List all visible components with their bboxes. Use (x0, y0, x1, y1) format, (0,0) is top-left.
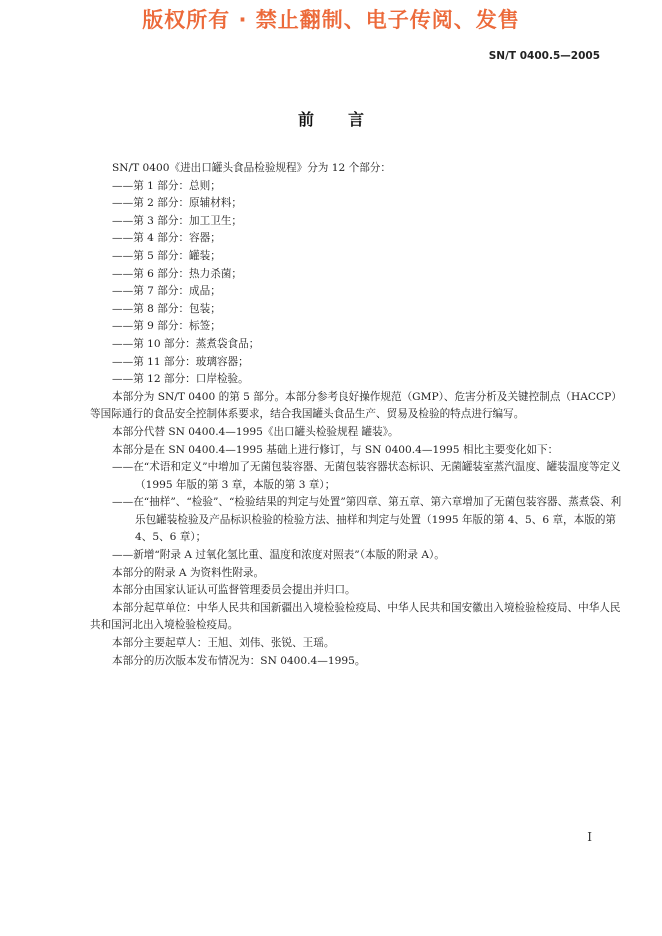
part-item-7: ——第 7 部分：成品； (112, 285, 221, 298)
page-title: 前言 (297, 110, 398, 129)
part-item-12: ——第 12 部分：口岸检验。 (112, 373, 249, 386)
foreword-body (90, 160, 630, 670)
standard-code: SN/T 0400.5—2005 (488, 50, 600, 62)
part-item-2: ——第 2 部分：原辅材料； (112, 197, 243, 210)
copyright-watermark: 版权所有 · 禁止翻制、电子传阅、发售 (142, 8, 520, 32)
part-item-10: ——第 10 部分：蒸煮袋食品； (112, 337, 260, 350)
replace-paragraph: 本部分代替 SN 0400.4—1995《出口罐头检验规程 罐装》。 (112, 425, 399, 438)
part-item-5: ——第 5 部分：罐装； (112, 249, 221, 262)
part-item-9: ——第 9 部分：标签； (112, 320, 221, 333)
part-item-8: ——第 8 部分：包装； (112, 302, 221, 315)
change-item-1: ——在“术语和定义”中增加了无菌包装容器、无菌包装容器状态标识、无菌罐装室蒸汽温度、罐装温度等定义（1995 年版的第 3 章，本版的第 3 章）； (112, 461, 621, 491)
part-item-6: ——第 6 部分：热力杀菌； (112, 267, 243, 280)
change-item-3: ——新增“附录 A 过氧化氢比重、温度和浓度对照表”（本版的附录 A）。 (112, 549, 445, 562)
part5-paragraph: 本部分为 SN/T 0400 的第 5 部分。本部分参考良好操作规范（GMP）、危害分析及关键控制点（HACCP）等国际通行的食品安全控制体系要求，结合我国罐头食品生产、贸易及检验的特点进行编写。 (90, 390, 622, 421)
part-item-1: ——第 1 部分：总则； (112, 179, 221, 192)
drafters-paragraph: 本部分主要起草人：王旭、刘伟、张锐、王瑶。 (112, 637, 335, 650)
drafting-units-paragraph: 本部分起草单位：中华人民共和国新疆出入境检验检疫局、中华人民共和国安徽出入境检验检疫局、中华人民共和国河北出入境检验检疫局。 (90, 601, 621, 632)
history-paragraph: 本部分的历次版本发布情况为：SN 0400.4—1995。 (112, 654, 366, 667)
intro-paragraph: SN/T 0400《进出口罐头食品检验规程》分为 12 个部分： (112, 162, 391, 174)
proposer-paragraph: 本部分由国家认证认可监督管理委员会提出并归口。 (112, 584, 356, 597)
change-item-2: ——在“抽样”、“检验”、“检验结果的判定与处置”第四章、第五章、第六章增加了无菌包装容器、蒸煮袋、利乐包罐装检验及产品标识检验的检验方法、抽样和判定与处置（1995 年版的第 4、5、6 章，本版的第 4、5、6 章）； (112, 496, 622, 544)
page-number: I (587, 830, 592, 844)
part-item-11: ——第 11 部分：玻璃容器； (112, 355, 249, 368)
part-item-3: ——第 3 部分：加工卫生； (112, 214, 243, 227)
changes-paragraph: 本部分是在 SN 0400.4—1995 基础上进行修订，与 SN 0400.4—1995 相比主要变化如下： (112, 443, 559, 456)
appendix-paragraph: 本部分的附录 A 为资料性附录。 (112, 566, 265, 579)
part-item-4: ——第 4 部分：容器； (112, 232, 221, 245)
